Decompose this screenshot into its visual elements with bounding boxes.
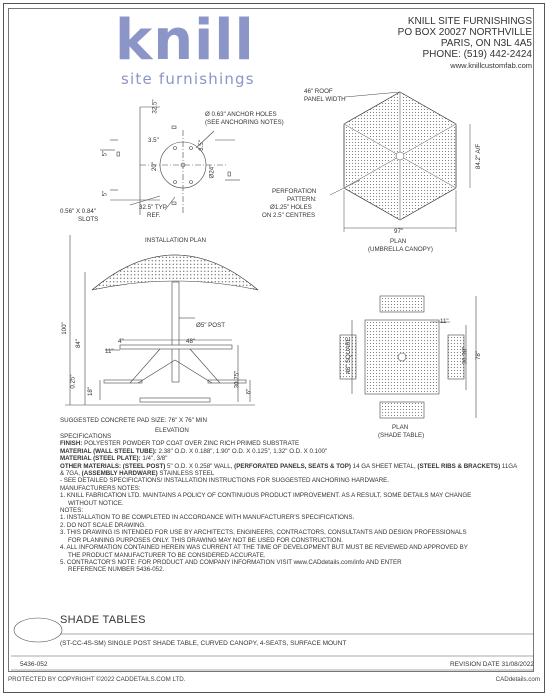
spec-finish: FINISH: POLYESTER POWDER TOP COAT OVER ZINC RICH PRIMED SUBSTRATE — [60, 440, 300, 448]
note-5-cont: REFERENCE NUMBER 5436-052. — [68, 566, 165, 574]
perforation-note-4: ON 2.5" CENTRES — [262, 212, 316, 219]
roof-width-note-1: 46" ROOF — [304, 88, 333, 95]
elevation-dim-84: 84" — [75, 338, 83, 349]
perforation-note-3: Ø1.25" HOLES — [270, 204, 312, 211]
revision-date: REVISION DATE 31/08/2022 — [449, 661, 534, 668]
install-dim-top: 32.5" — [151, 99, 159, 114]
mfr-note-1-cont: WITHOUT NOTICE. — [68, 499, 124, 507]
perforation-note-2: PATTERN: — [287, 196, 317, 203]
table-plan-caption-1: PLAN — [392, 424, 409, 431]
elevation-dim-4: 4" — [118, 338, 124, 345]
elevation-dim-100: 100" — [60, 322, 68, 335]
install-dim-right: 3.5" — [197, 140, 205, 151]
spec-steel-plate: MATERIAL (STEEL PLATE): 1/4", 3/8" — [60, 455, 168, 463]
elevation-dim-3075: 30.75" — [233, 370, 241, 389]
specifications-heading: SPECIFICATIONS — [60, 433, 112, 440]
install-dim-24: Ø24" — [208, 164, 216, 179]
table-dim-11: 11" — [440, 318, 449, 325]
umbrella-plan-caption-1: PLAN — [390, 238, 407, 245]
note-3-cont: FOR PLANNING PURPOSES ONLY. THIS DRAWING MAY NOT BE USED FOR CONSTRUCTION. — [68, 536, 343, 544]
elevation-caption: ELEVATION — [155, 427, 189, 434]
spec-other-materials: OTHER MATERIALS: (STEEL POST) 5" O.D. X 0.258" WALL, (PERFORATED PANELS, SEATS & TOP) 14 GA SHEET METAL, (STEEL RIBS & BRACKETS) 11GA & 7GA, (ASSEMBLY HARDWARE) STAINLESS STEEL — [60, 462, 517, 478]
typ-note-2: REF. — [147, 212, 161, 219]
table-dim-3638: 36.38" — [461, 346, 469, 365]
typ-note-1: 32.5" TYP — [139, 204, 167, 211]
note-4-cont: THE PRODUCT MANUFACTURER TO BE CONSIDERED ACCURATE. — [68, 551, 266, 559]
elevation-drawing — [65, 235, 258, 405]
umbrella-canopy-plan-drawing — [330, 92, 470, 232]
install-dim-20: 20" — [151, 161, 159, 172]
note-2: 2. DO NOT SCALE DRAWING. — [60, 521, 146, 529]
mfr-notes-heading: MANUFACTURERS NOTES: — [60, 484, 141, 492]
note-5: 5. CONTRACTOR'S NOTE: FOR PRODUCT AND COMPANY INFORMATION VISIT www.CADdetails.com/info AND ENTER — [60, 558, 402, 566]
company-phone: PHONE: (519) 442-2424 — [422, 49, 532, 60]
company-address-2: PARIS, ON N3L 4A5 — [440, 38, 532, 49]
roof-width-note-2: PANEL WIDTH — [304, 96, 346, 103]
anchor-holes-note-1: Ø 0.63" ANCHOR HOLES — [205, 111, 277, 118]
logo-tagline: site furnishings — [121, 70, 255, 88]
reference-number: 5436-052 — [20, 661, 48, 668]
drawing-subtitle: (ST-CC-4S-SM) SINGLE POST SHADE TABLE, CURVED CANOPY, 4-SEATS, SURFACE MOUNT — [60, 640, 347, 647]
elevation-dim-11: 11" — [105, 348, 114, 355]
post-diameter-note: Ø5" POST — [196, 322, 226, 329]
spec-wall-tube: MATERIAL (WALL STEEL TUBE): 2.38" O.D. X 0.188", 1.90" O.D. X 0.125", 1.32" O.D. X 0.100" — [60, 447, 328, 455]
install-dim-5b: 5" — [101, 190, 109, 197]
company-website: www.knillcustomfab.com — [450, 61, 532, 70]
logo-wordmark: knill — [115, 8, 255, 73]
elevation-dim-48: 48" — [186, 338, 196, 345]
table-dim-78: 78" — [475, 350, 483, 361]
company-address-1: PO BOX 20027 NORTHVILLE — [397, 27, 532, 38]
note-4: 4. ALL INFORMATION CONTAINED HEREIN WAS CURRENT AT THE TIME OF DEVELOPMENT BUT MUST BE REVIEWED AND APPROVED BY — [60, 544, 468, 552]
shade-table-plan-drawing — [340, 296, 476, 418]
perforation-note-1: PERFORATION — [272, 188, 317, 195]
slots-note-1: 0.56" X 0.84" — [60, 208, 97, 215]
company-name: KNILL SITE FURNISHINGS — [407, 16, 532, 27]
slots-note-2: SLOTS — [78, 216, 99, 223]
anchor-holes-note-2: (SEE ANCHORING NOTES) — [205, 119, 284, 126]
installation-plan-caption: INSTALLATION PLAN — [145, 237, 206, 244]
elevation-dim-18: 18" — [87, 386, 95, 397]
caddetails-link[interactable]: CADdetails.com — [495, 676, 540, 683]
umbrella-width-dim: 97" — [394, 228, 404, 235]
drawing-title: SHADE TABLES — [60, 614, 146, 626]
copyright-notice: PROTECTED BY COPYRIGHT ©2022 CADDETAILS.COM LTD. — [8, 676, 186, 683]
manufacturer-notes — [60, 485, 520, 574]
concrete-pad-note: SUGGESTED CONCRETE PAD SIZE: 76" X 76" MIN — [60, 417, 207, 424]
install-dim-5a: 5" — [101, 150, 109, 157]
table-plan-caption-2: (SHADE TABLE) — [378, 432, 425, 439]
table-dim-46-square: 46" SQUARE — [344, 337, 352, 374]
install-dim-left: 3.5" — [148, 137, 159, 144]
spec-anchoring-note: - SEE DETAILED SPECIFICATIONS/ INSTALLATION INSTRUCTIONS FOR SUGGESTED ANCHORING HARDWARE. — [60, 477, 390, 485]
note-1: 1. INSTALLATION TO BE COMPLETED IN ACCORDANCE WITH MANUFACTURER'S SPECIFICATIONS. — [60, 514, 355, 522]
elevation-dim-025: 0.25" — [69, 374, 77, 389]
note-3: 3. THIS DRAWING IS INTENDED FOR USE BY ARCHITECTS, ENGINEERS, CONTRACTORS, CONSULTANTS AND DESIGN PROFESSIONALS — [60, 529, 467, 537]
elevation-dim-6: 6" — [245, 388, 253, 395]
notes-heading: NOTES: — [60, 507, 84, 515]
umbrella-plan-caption-2: (UMBRELLA CANOPY) — [368, 246, 433, 253]
specifications-block — [60, 433, 520, 574]
umbrella-af-dim: 84.2" A/F — [475, 143, 483, 170]
mfr-note-1: 1. KNILL FABRICATION LTD. MAINTAINS A POLICY OF CONTINUOUS PRODUCT IMPROVEMENT. AS A RESULT, SOME DETAILS MAY CHANGE — [60, 492, 472, 500]
